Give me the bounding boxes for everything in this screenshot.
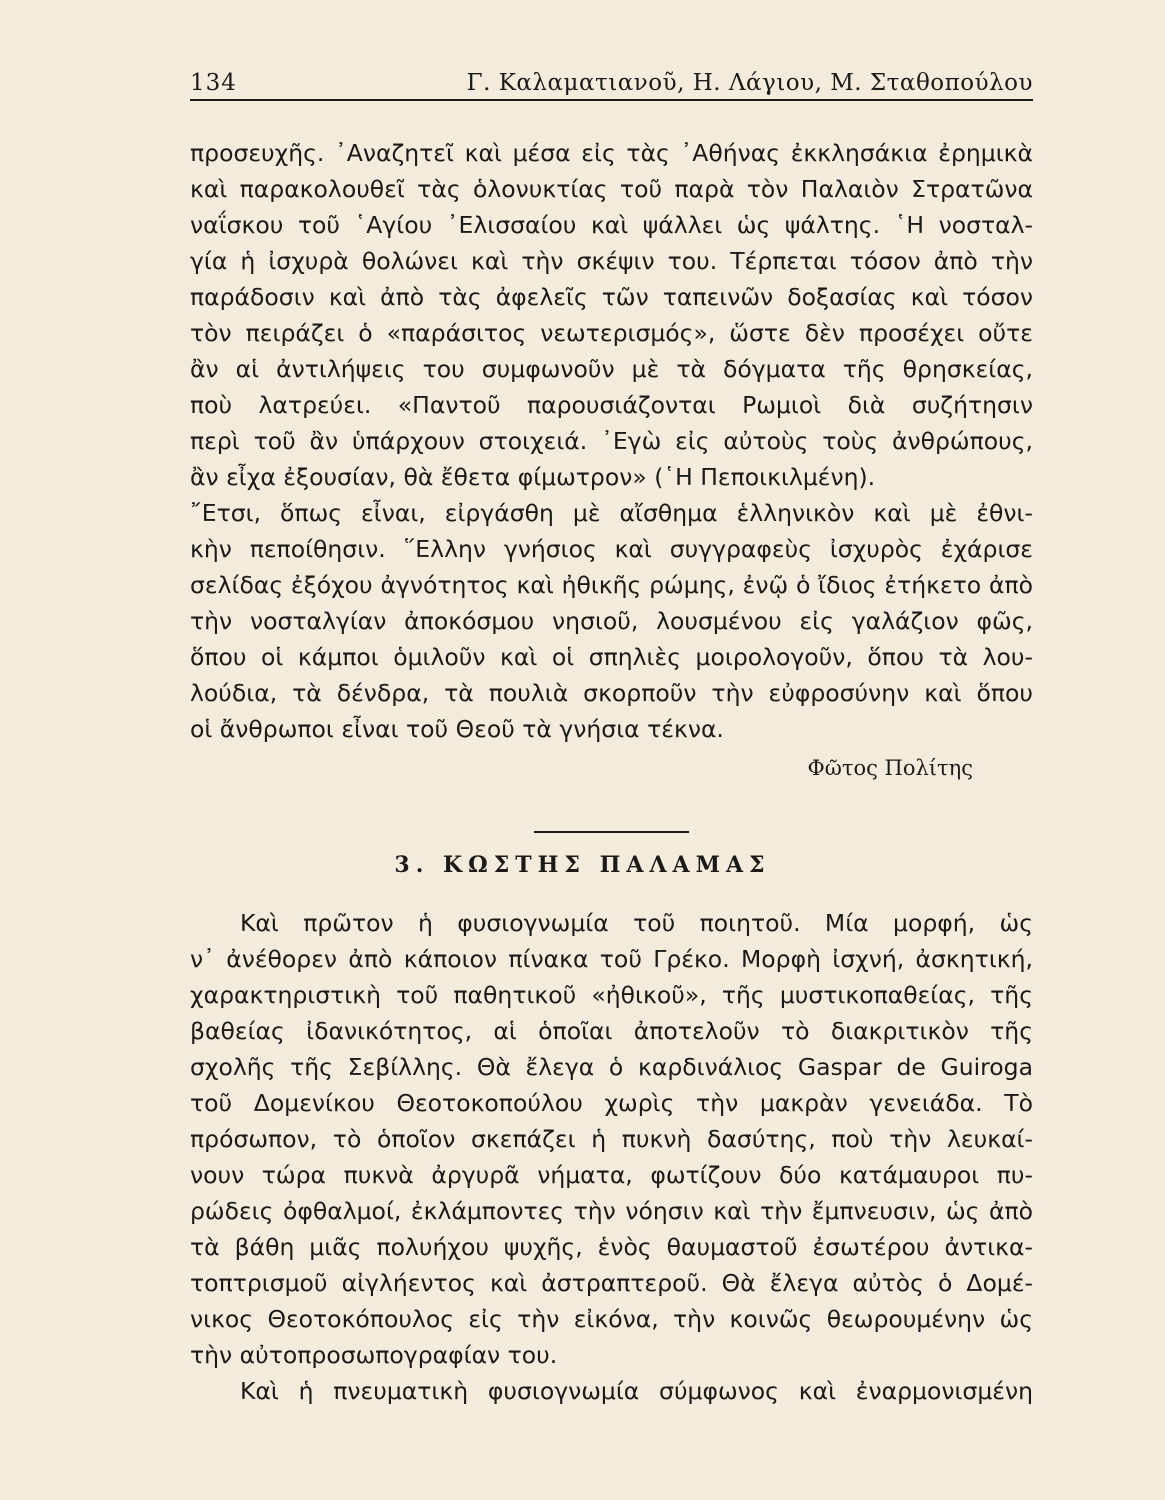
section-heading: 3. ΚΩΣΤΗΣ ΠΑΛΑΜΑΣ xyxy=(394,852,771,878)
page-number: 134 xyxy=(190,70,237,96)
text-line: ἂν αἱ ἀντιλήψεις του συμφωνοῦν μὲ τὰ δόγματα τῆς θρησκείας, xyxy=(190,355,1033,383)
text-line: τὸν πειράζει ὁ «παράσιτος νεωτερισμός», ὥστε δὲν προσέχει οὔτε xyxy=(190,319,1033,347)
text-line: πρόσωπον, τὸ ὁποῖον σκεπάζει ἡ πυκνὴ δασύτης, ποὺ τὴν λευκαί- xyxy=(190,1125,1033,1153)
text-line: γία ἡ ἰσχυρὰ θολώνει καὶ τὴν σκέψιν του. Τέρπεται τόσον ἀπὸ τὴν xyxy=(190,247,1033,275)
text-line: ἂν εἶχα ἐξουσίαν, θὰ ἔθετα φίμωτρον» (῾Η Πεποικιλμένη). xyxy=(190,463,876,491)
text-line: οἱ ἄνθρωποι εἶναι τοῦ Θεοῦ τὰ γνήσια τέκνα. xyxy=(190,715,724,743)
text-line: βαθείας ἰδανικότητος, αἱ ὁποῖαι ἀποτελοῦν τὸ διακριτικὸν τῆς xyxy=(190,1017,1033,1045)
running-head-authors: Γ. Καλαματιανοῦ, Η. Λάγιου, Μ. Σταθοπούλου xyxy=(466,70,1033,96)
text-line: τοπτρισμοῦ αἰγλήεντος καὶ ἀστραπτεροῦ. Θὰ ἔλεγα αὐτὸς ὁ Δομέ- xyxy=(190,1269,1033,1297)
text-line: παράδοσιν καὶ ἀπὸ τὰς ἀφελεῖς τῶν ταπεινῶν δοξασίας καὶ τόσον xyxy=(190,283,1033,311)
text-line: σχολῆς τῆς Σεβίλλης. Θὰ ἔλεγα ὁ καρδινάλιος Gaspar de Guiroga xyxy=(190,1053,1033,1081)
text-line: ῎Ετσι, ὅπως εἶναι, εἰργάσθη μὲ αἴσθημα ἑλληνικὸν καὶ μὲ ἐθνι- xyxy=(190,499,1033,527)
text-line: τοῦ Δομενίκου Θεοτοκοπούλου χωρὶς τὴν μακρὰν γενειάδα. Τὸ xyxy=(190,1089,1033,1117)
text-line: Καὶ ἡ πνευματικὴ φυσιογνωμία σύμφωνος καὶ ἐναρμονισμένη xyxy=(240,1377,1033,1405)
text-line: ποὺ λατρεύει. «Παντοῦ παρουσιάζονται Ρωμιοὶ διὰ συζήτησιν xyxy=(190,391,1033,419)
text-line: κὴν πεποίθησιν. ῞Ελλην γνήσιος καὶ συγγραφεὺς ἰσχυρὸς ἐχάρισε xyxy=(190,535,1033,563)
author-signature: Φῶτος Πολίτης xyxy=(807,756,973,780)
text-line: ὅπου οἱ κάμποι ὁμιλοῦν καὶ οἱ σπηλιὲς μοιρολογοῦν, ὅπου τὰ λου- xyxy=(190,643,1033,671)
header-rule xyxy=(190,99,1033,101)
text-line: νουν τώρα πυκνὰ ἀργυρᾶ νήματα, φωτίζουν δύο κατάμαυροι πυ- xyxy=(190,1161,1033,1189)
text-line: λούδια, τὰ δένδρα, τὰ πουλιὰ σκορποῦν τὴν εὐφροσύνην καὶ ὅπου xyxy=(190,679,1033,707)
text-line: περὶ τοῦ ἂν ὑπάρχουν στοιχειά. ᾿Εγὼ εἰς αὐτοὺς τοὺς ἀνθρώπους, xyxy=(190,427,1033,455)
text-line: ρώδεις ὀφθαλμοί, ἐκλάμποντες τὴν νόησιν καὶ τὴν ἔμπνευσιν, ὡς ἀπὸ xyxy=(190,1197,1033,1225)
text-line: καὶ παρακολουθεῖ τὰς ὁλονυκτίας τοῦ παρὰ τὸν Παλαιὸν Στρατῶνα xyxy=(190,175,1033,203)
section-divider xyxy=(534,831,689,833)
text-line: τὴν νοσταλγίαν ἀποκόσμου νησιοῦ, λουσμένου εἰς γαλάζιον φῶς, xyxy=(190,607,1033,635)
text-line: τὴν αὐτοπροσωπογραφίαν του. xyxy=(190,1341,558,1369)
text-line: ν᾿ ἀνέθορεν ἀπὸ κάποιον πίνακα τοῦ Γρέκο. Μορφὴ ἰσχνή, ἀσκητική, xyxy=(190,945,1033,973)
text-line: χαρακτηριστικὴ τοῦ παθητικοῦ «ἠθικοῦ», τῆς μυστικοπαθείας, τῆς xyxy=(190,981,1033,1009)
text-line: νικος Θεοτοκόπουλος εἰς τὴν εἰκόνα, τὴν κοινῶς θεωρουμένην ὡς xyxy=(190,1305,1033,1333)
text-line: ναΐσκου τοῦ ῾Αγίου ᾿Ελισσαίου καὶ ψάλλει ὡς ψάλτης. ῾Η νοσταλ- xyxy=(190,211,1033,239)
text-line: σελίδας ἐξόχου ἀγνότητος καὶ ἠθικῆς ρώμης, ἐνῷ ὁ ἴδιος ἐτήκετο ἀπὸ xyxy=(190,571,1033,599)
page-header xyxy=(190,66,1033,98)
text-line: Καὶ πρῶτον ἡ φυσιογνωμία τοῦ ποιητοῦ. Μία μορφή, ὡς xyxy=(240,909,1033,937)
text-line: τὰ βάθη μιᾶς πολυήχου ψυχῆς, ἑνὸς θαυμαστοῦ ἐσωτέρου ἀντικα- xyxy=(190,1233,1033,1261)
text-line: προσευχῆς. ᾿Αναζητεῖ καὶ μέσα εἰς τὰς ᾿Αθήνας ἐκκλησάκια ἐρημικὰ xyxy=(190,139,1033,167)
